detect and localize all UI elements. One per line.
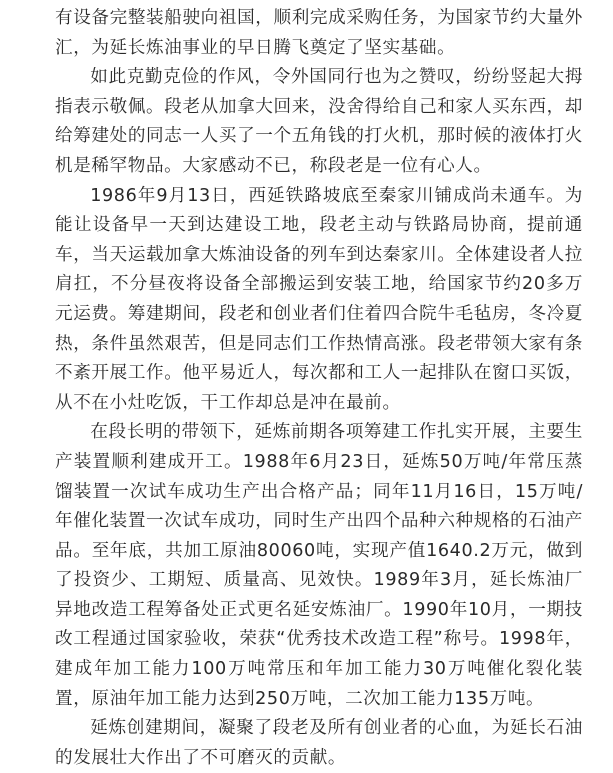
paragraph: 延炼创建期间，凝聚了段老及所有创业者的心血，为延长石油的发展壮大作出了不可磨灭的贡献。 — [55, 718, 583, 768]
paragraph: 在段长明的带领下，延炼前期各项筹建工作扎实开展，主要生产装置顺利建成开工。1988年6月23日，延炼50万吨/年常压蒸馏装置一次试车成功生产出合格产品；同年11月16日，15万吨/年催化装置一次试车成功，同时生产出四个品种六种规格的石油产品。至年底，共加工原油80060吨，实现产值1640.2万元，做到了投资少、工期短、质量高、见效快。1989年3月，延长炼油厂异地改造工程筹备处正式更名延安炼油厂。1990年10月，一期技改工程通过国家验收，荣获“优秀技术改造工程”称号。1998年，建成年加工能力100万吨常压和年加工能力30万吨催化裂化装置，原油年加工能力达到250万吨，二次加工能力135万吨。 — [55, 422, 583, 709]
paragraph: 如此克勤克俭的作风，令外国同行也为之赞叹，纷纷竖起大拇指表示敬佩。段老从加拿大回来，没舍得给自己和家人买东西，却给筹建处的同志一人买了一个五角钱的打火机，那时候的液体打火机是稀罕物品。大家感动不已，称段老是一位有心人。 — [55, 67, 583, 176]
paragraph-continued: 有设备完整装船驶向祖国，顺利完成采购任务，为国家节约大量外汇，为延长炼油事业的早日腾飞奠定了坚实基础。 — [55, 8, 583, 58]
paragraph: 1986年9月13日，西延铁路坡底至秦家川铺成尚未通车。为能让设备早一天到达建设工地，段老主动与铁路局协商，提前通车，当天运载加拿大炼油设备的列车到达秦家川。全体建设者人拉肩扛，不分昼夜将设备全部搬运到安装工地，给国家节约20多万元运费。筹建期间，段老和创业者们住着四合院牛毛毡房，冬冷夏热，条件虽然艰苦，但是同志们工作热情高涨。段老带领大家有条不紊开展工作。他平易近人，每次都和工人一起排队在窗口买饭，从不在小灶吃饭，干工作却总是冲在最前。 — [55, 185, 583, 413]
